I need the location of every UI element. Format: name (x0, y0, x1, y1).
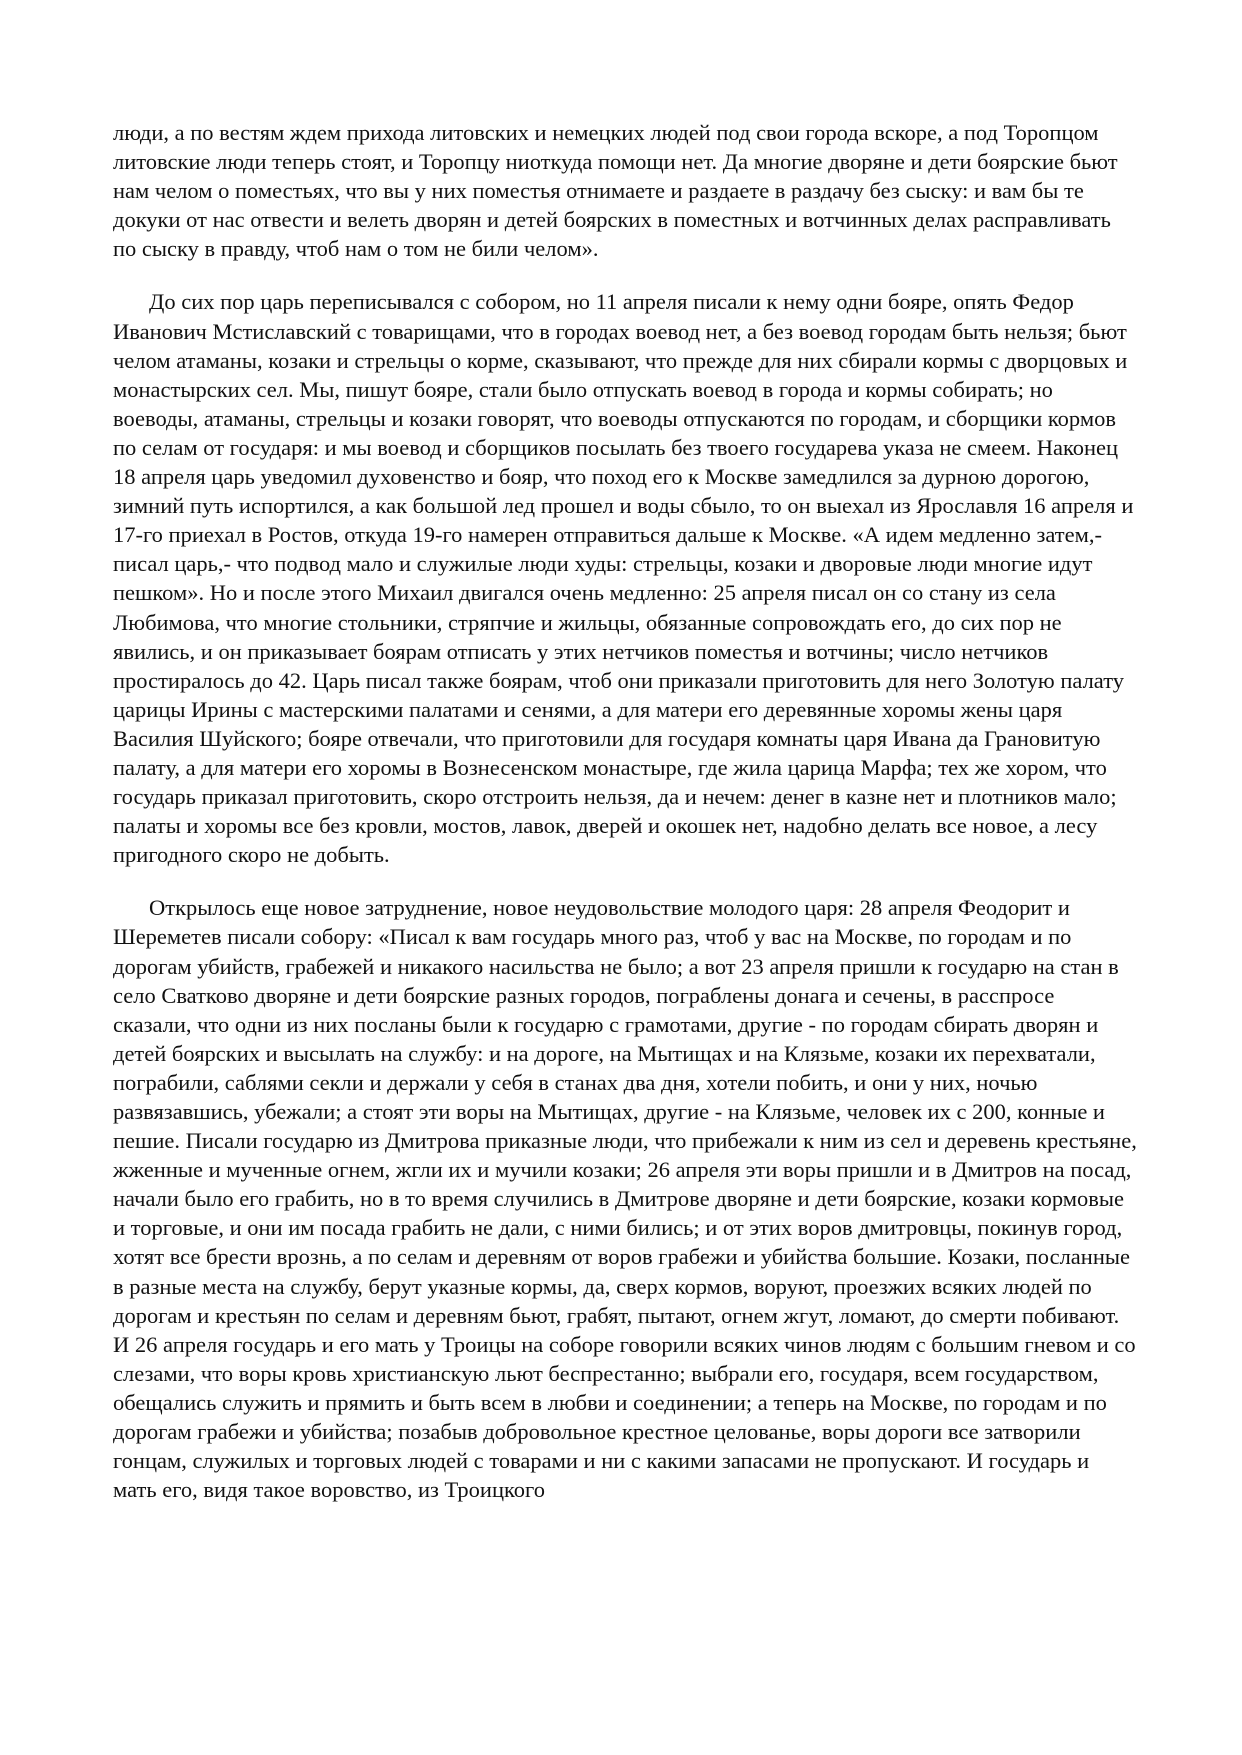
paragraph-3: Открылось еще новое затруднение, новое неудовольствие молодого царя: 28 апреля Феодорит и Шереметев писали собору: «Писал к вам государь много раз, чтоб у вас на Москве, по городам и по дорогам убийств, грабежей и никакого насильства не было; а вот 23 апреля пришли к государю на стан в село Сватково дворяне и дети боярские разных городов, пограблены донага и сечены, в расспросе сказали, что одни из них посланы были к государю с грамотами, другие - по городам сбирать дворян и детей боярских и высылать на службу: и на дороге, на Мытищах и на Клязьме, козаки их перехватали, пограбили, саблями секли и держали у себя в станах два дня, хотели побить, и они у них, ночью развязавшись, убежали; а стоят эти воры на Мытищах, другие - на Клязьме, человек их с 200, конные и пешие. Писали государю из Дмитрова приказные люди, что прибежали к ним из сел и деревень крестьяне, жженные и мученные огнем, жгли их и мучили козаки; 26 апреля эти воры пришли и в Дмитров на посад, начали было его грабить, но в то время случились в Дмитрове дворяне и дети боярские, козаки кормовые и торговые, и они им посада грабить не дали, с ними бились; и от этих воров дмитровцы, покинув город, хотят все брести врознь, а по селам и деревням от воров грабежи и убийства большие. Козаки, посланные в разные места на службу, берут указные кормы, да, сверх кормов, воруют, проезжих всяких людей по дорогам и крестьян по селам и деревням бьют, грабят, пытают, огнем жгут, ломают, до смерти побивают. И 26 апреля государь и его мать у Троицы на соборе говорили всяких чинов людям с большим гневом и со слезами, что воры кровь христианскую льют беспрестанно; выбрали его, государя, всем государством, обещались служить и прямить и быть всем в любви и соединении; а теперь на Москве, по городам и по дорогам грабежи и убийства; позабыв добровольное крестное целованье, воры дороги все затворили гонцам, служилых и торговых людей с товарами и ни с какими запасами не пропускают. И государь и мать его, видя такое воровство, из Троицкого (113, 895, 1137, 1503)
paragraph-2: До сих пор царь переписывался с собором, но 11 апреля писали к нему одни бояре, опять Федор Иванович Мстиславский с товарищами, что в городах воевод нет, а без воевод городам быть нельзя; бьют челом атаманы, козаки и стрельцы о корме, сказывают, что прежде для них сбирали кормы с дворцовых и монастырских сел. Мы, пишут бояре, стали было отпускать воевод в города и кормы собирать; но воеводы, атаманы, стрельцы и козаки говорят, что воеводы отпускаются по городам, и сборщики кормов по селам от государя: и мы воевод и сборщиков посылать без твоего государева указа не смеем. Наконец 18 апреля царь уведомил духовенство и бояр, что поход его к Москве замедлился за дурною дорогою, зимний путь испортился, а как большой лед прошел и воды сбыло, то он выехал из Ярославля 16 апреля и 17-го приехал в Ростов, откуда 19-го намерен отправиться дальше к Москве. «А идем медленно затем,- писал царь,- что подвод мало и служилые люди худы: стрельцы, козаки и дворовые люди многие идут пешком». Но и после этого Михаил двигался очень медленно: 25 апреля писал он со стану из села Любимова, что многие стольники, стряпчие и жильцы, обязанные сопровождать его, до сих пор не явились, и он приказывает боярам отписать у этих нетчиков поместья и вотчины; число нетчиков простиралось до 42. Царь писал также боярам, чтоб они приказали приготовить для него Золотую палату царицы Ирины с мастерскими палатами и сенями, а для матери его деревянные хоромы жены царя Василия Шуйского; бояре отвечали, что приготовили для государя комнаты царя Ивана да Грановитую палату, а для матери его хоромы в Вознесенском монастыре, где жила царица Марфа; тех же хором, что государь приказал приготовить, скоро отстроить нельзя, да и нечем: денег в казне нет и плотников мало; палаты и хоромы все без кровли, мостов, лавок, дверей и окошек нет, надобно делать все новое, а лесу пригодного скоро не добыть. (113, 289, 1134, 868)
document-body (113, 118, 1138, 1504)
paragraph-1: люди, а по вестям ждем прихода литовских и немецких людей под свои города вскоре, а под Торопцом литовские люди теперь стоят, и Торопцу ниоткуда помощи нет. Да многие дворяне и дети боярские бьют нам челом о поместьях, что вы у них поместья отнимаете и раздаете в раздачу без сыску: и вам бы те докуки от нас отвести и велеть дворян и детей боярских в поместных и вотчинных делах расправливать по сыску в правду, чтоб нам о том не били челом». (113, 120, 1118, 262)
